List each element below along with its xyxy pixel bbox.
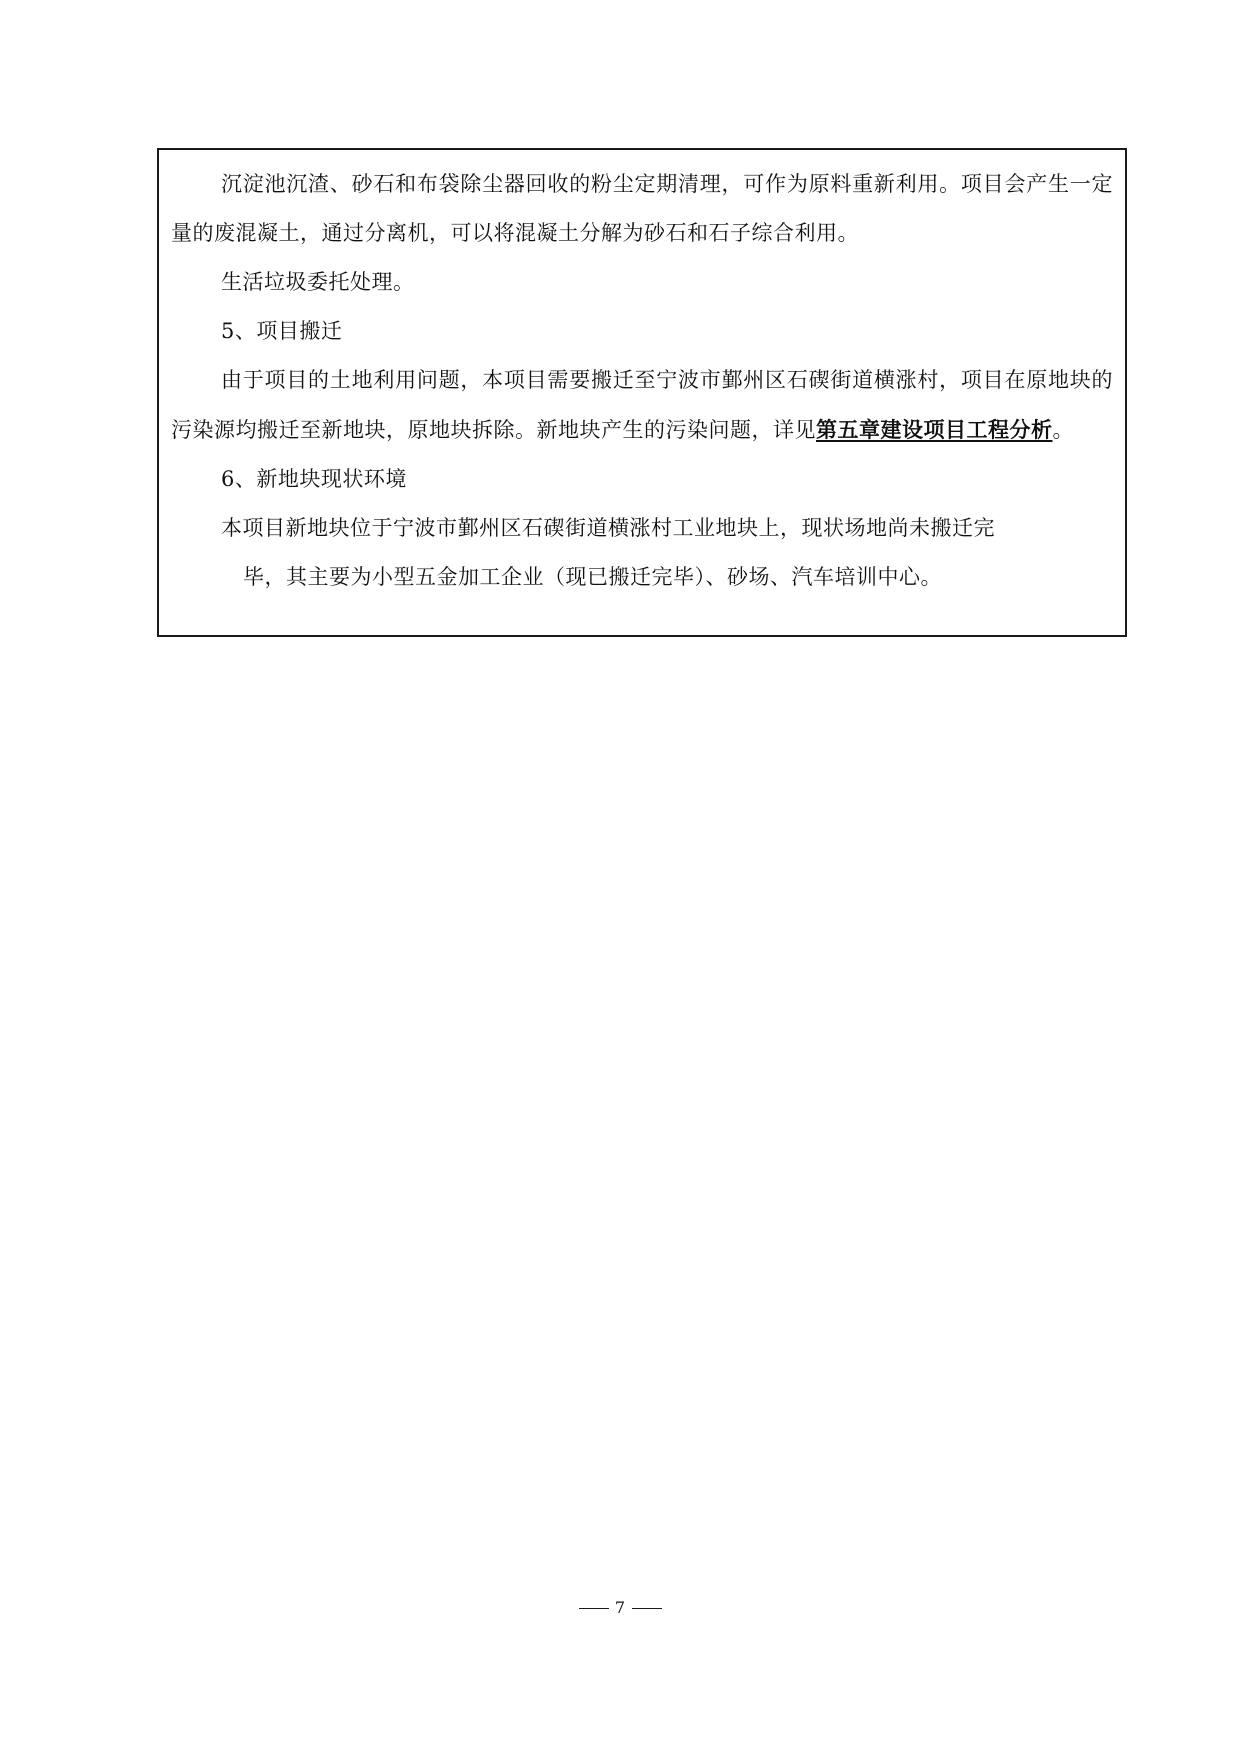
paragraph-relocation [171, 356, 1113, 455]
heading-new-site-status: 6、新地块现状环境 [221, 467, 407, 491]
relocation-text: 由于项目的土地利用问题，本项目需要搬迁至宁波市鄞州区石碶街道横涨村，项目在原地块的污染源均搬迁至新地块，原地块拆除。新地块产生的污染问题，详见 [171, 368, 1113, 442]
heading-project-relocation: 5、项目搬迁 [221, 319, 343, 343]
footer-dash-right [632, 1608, 662, 1609]
footer-dash-left [579, 1608, 609, 1609]
paragraph-new-site-line2: 毕，其主要为小型五金加工企业（现已搬迁完毕）、砂场、汽车培训中心。 [243, 565, 942, 589]
paragraph-new-site-line1: 本项目新地块位于宁波市鄞州区石碶街道横涨村工业地块上，现状场地尚未搬迁完 [221, 516, 995, 540]
page-footer [0, 1596, 1241, 1620]
paragraph-waste-reuse: 沉淀池沉渣、砂石和布袋除尘器回收的粉尘定期清理，可作为原料重新利用。项目会产生一定量的废混凝土，通过分离机，可以将混凝土分解为砂石和石子综合利用。 [171, 172, 1113, 245]
paragraph-domestic-waste: 生活垃圾委托处理。 [221, 270, 415, 294]
chapter-five-link[interactable]: 第五章建设项目工程分析 [816, 417, 1053, 442]
page-number: 7 [614, 1598, 627, 1617]
content-frame [157, 148, 1127, 637]
relocation-period: 。 [1052, 418, 1074, 442]
